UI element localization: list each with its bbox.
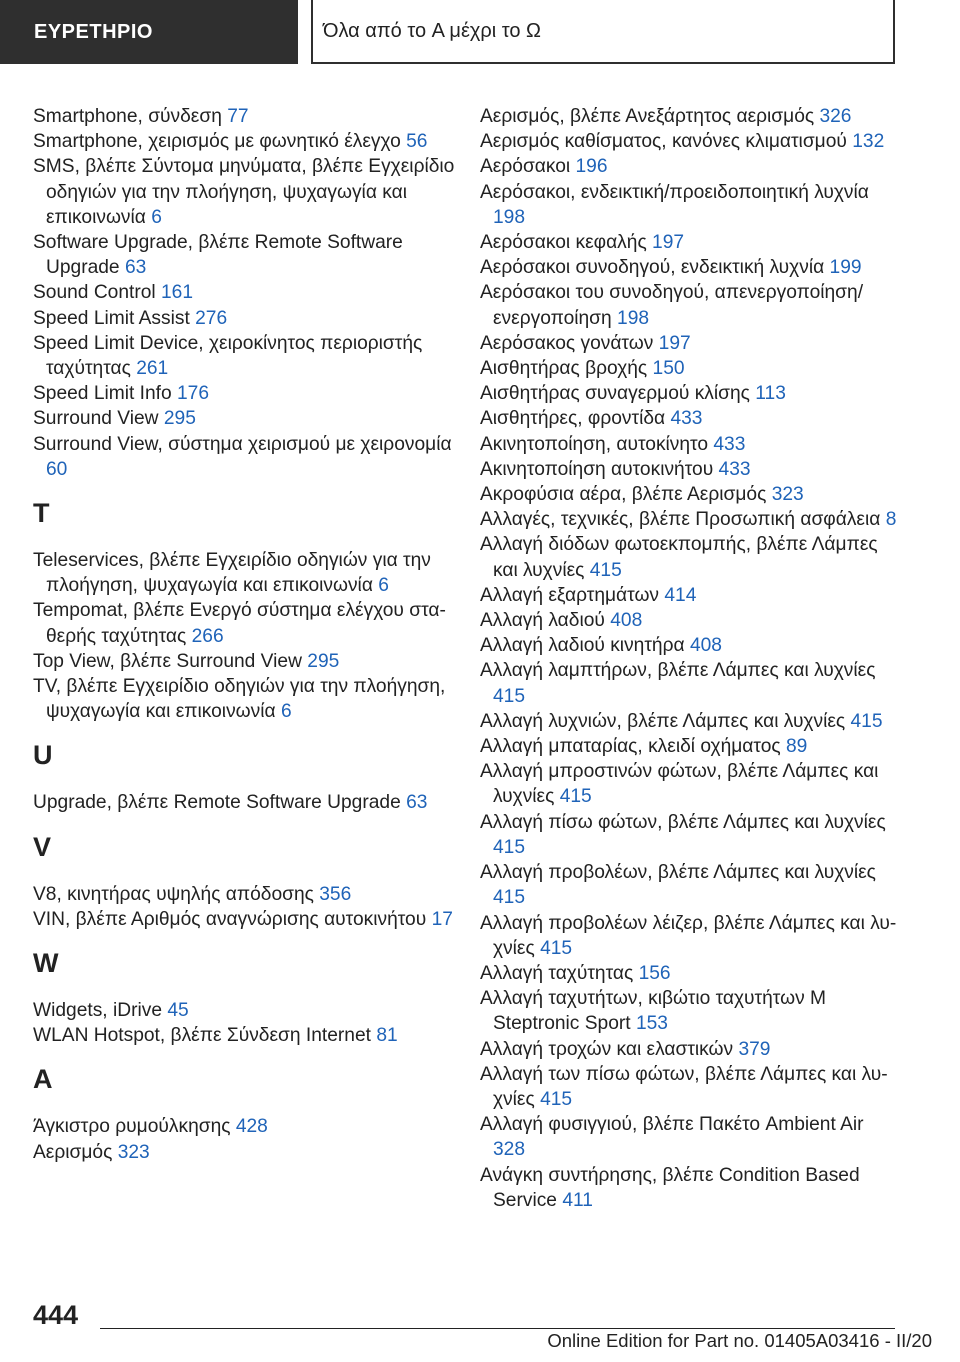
index-page-link[interactable]: 414	[664, 584, 697, 606]
index-entry-text: Software Upgrade, βλέπε Remote Software Upgrade	[33, 232, 403, 279]
index-entry	[33, 306, 458, 331]
index-entry	[480, 860, 900, 910]
index-page-link[interactable]: 408	[610, 610, 643, 632]
index-entry-text: Surround View	[33, 408, 159, 430]
index-entry-text: VIN, βλέπε Αριθμός αναγνώρισης αυτοκινήτου	[33, 908, 427, 930]
index-entry	[480, 608, 900, 633]
index-entry	[480, 432, 900, 457]
index-entry	[33, 154, 458, 230]
section-tab	[0, 0, 298, 64]
index-entry-text: Αλλαγή ταχυτήτων, κιβώτιο ταχυτήτων M Steptronic Sport	[480, 988, 827, 1035]
index-entry	[33, 104, 458, 129]
index-page-link[interactable]: 433	[670, 408, 703, 430]
index-entry-text: Αλλαγή μπαταρίας, κλειδί οχήματος	[480, 736, 781, 758]
index-page-link[interactable]: 415	[589, 559, 622, 581]
index-entry-text: SMS, βλέπε Σύντομα μηνύματα, βλέπε Εγχειρίδιο οδηγιών για την πλοήγηση, ψυχαγωγία και επικοινωνία	[33, 156, 455, 228]
index-page-link[interactable]: 415	[493, 836, 526, 858]
index-page-link[interactable]: 6	[280, 701, 292, 723]
index-entry	[480, 507, 900, 532]
index-entry	[33, 381, 458, 406]
index-page-link[interactable]: 433	[713, 433, 746, 455]
index-page-link[interactable]: 433	[718, 458, 751, 480]
index-entry	[480, 1037, 900, 1062]
index-page-link[interactable]: 415	[559, 786, 592, 808]
index-entry	[480, 734, 900, 759]
index-page-link[interactable]: 113	[755, 383, 786, 405]
index-entry	[33, 548, 458, 598]
index-letter-heading: U	[33, 740, 53, 771]
index-entry-text: Tempomat, βλέπε Ενεργό σύστημα ελέγχου σταθερής ταχύτητας	[33, 600, 446, 647]
index-page-link[interactable]: 17	[431, 908, 453, 930]
index-page-link[interactable]: 199	[829, 257, 862, 279]
index-entry-text: Teleservices, βλέπε Εγχειρίδιο οδηγιών για την πλοήγηση, ψυχαγωγία και επικοινωνία	[33, 550, 431, 597]
index-page-link[interactable]: 56	[406, 131, 428, 153]
index-entry-text: Αερόσακοι	[480, 156, 571, 178]
index-entry-text: Surround View, σύστημα χειρισμού με χειρονομία	[33, 433, 452, 455]
index-entry-text: Αλλαγή προβολέων λέιζερ, βλέπε Λάμπες και λυχνίες	[480, 912, 897, 959]
index-entry	[33, 406, 458, 431]
index-entry	[480, 280, 900, 330]
index-page-link[interactable]: 415	[493, 685, 526, 707]
index-page-link[interactable]: 63	[124, 257, 147, 279]
section-title: ΕΥΡΕΤΗΡΙΟ	[34, 20, 153, 43]
index-entry	[33, 432, 458, 482]
index-entry	[480, 104, 900, 129]
section-subtitle: Όλα από το A μέχρι το Ω	[323, 19, 541, 42]
index-entry	[480, 911, 900, 961]
index-page-link[interactable]: 295	[307, 650, 340, 672]
index-entry-text: Αισθητήρες, φροντίδα	[480, 408, 666, 430]
index-page-link[interactable]: 197	[658, 332, 691, 354]
index-page-link[interactable]: 428	[235, 1116, 268, 1138]
index-entry-text: WLAN Hotspot, βλέπε Σύνδεση Internet	[33, 1025, 371, 1047]
index-entry	[480, 759, 900, 809]
index-entry	[33, 280, 458, 305]
index-entry	[480, 633, 900, 658]
index-entry-text: Smartphone, σύνδεση	[33, 106, 222, 127]
index-page-link[interactable]: 295	[163, 408, 196, 430]
index-entry	[480, 180, 900, 230]
index-page-link[interactable]: 379	[738, 1038, 771, 1060]
index-entry	[480, 1163, 900, 1213]
index-letter-heading: V	[33, 831, 52, 862]
index-page-link[interactable]: 276	[195, 307, 228, 329]
index-entry-text: Αισθητήρας βροχής	[480, 358, 648, 380]
index-page-link[interactable]: 326	[819, 106, 852, 127]
index-page-link[interactable]: 415	[493, 887, 526, 909]
index-entry	[480, 986, 900, 1036]
index-entry	[480, 961, 900, 986]
index-page-link[interactable]: 196	[575, 156, 608, 178]
footer-divider	[100, 1328, 895, 1329]
index-entry-text: Ακροφύσια αέρα, βλέπε Αερισμός	[480, 484, 767, 506]
index-entry-text: Sound Control	[33, 282, 156, 304]
index-entry-text: Speed Limit Info	[33, 383, 172, 405]
index-entry	[480, 1112, 900, 1162]
index-page-link[interactable]: 60	[46, 458, 68, 480]
index-page-link[interactable]: 415	[540, 1088, 573, 1110]
index-entry-text: Upgrade, βλέπε Remote Software Upgrade	[33, 792, 401, 814]
index-page-link[interactable]: 415	[850, 710, 883, 732]
page-number: 444	[33, 1300, 79, 1330]
index-entry-text: Widgets, iDrive	[33, 1000, 163, 1022]
index-page-link[interactable]: 45	[167, 1000, 189, 1022]
index-entry	[480, 532, 900, 582]
index-entry-text: Speed Limit Assist	[33, 307, 190, 329]
index-entry-text: Αερόσακοι συνοδηγού, ενδεικτική λυχνία	[480, 257, 825, 279]
index-entry-text: Αερισμός καθίσματος, κανόνες κλιματισμού	[480, 131, 847, 153]
index-entry-text: Αλλαγή μπροστινών φώτων, βλέπε Λάμπες και λυχνίες	[480, 761, 879, 808]
index-entry	[33, 331, 458, 381]
index-page-link[interactable]: 415	[540, 937, 573, 959]
index-entry-text: Αλλαγή τροχών και ελαστικών	[480, 1038, 734, 1060]
index-page-link[interactable]: 198	[493, 206, 526, 228]
index-entry-text: Αλλαγή λαδιού κινητήρα	[480, 635, 685, 657]
index-entry-text: Top View, βλέπε Surround View	[33, 650, 302, 672]
index-page-link[interactable]: 156	[638, 962, 671, 984]
index-entry	[480, 255, 900, 280]
index-page-link[interactable]: 198	[617, 307, 650, 329]
index-entry-text: Speed Limit Device, χειροκίνητος περιοριστής ταχύτητας	[33, 332, 423, 380]
index-entry	[480, 810, 900, 860]
index-page-link[interactable]: 150	[652, 358, 685, 380]
index-page-link[interactable]: 323	[771, 484, 804, 506]
index-entry-text: Αλλαγή προβολέων, βλέπε Λάμπες και λυχνίες	[480, 862, 876, 884]
index-entry	[480, 331, 900, 356]
index-entry-text: Άγκιστρο ρυμούλκησης	[33, 1116, 231, 1138]
index-entry-text: Αερόσακοι του συνοδηγού, απενεργοποίηση/ ενεργοποίηση	[480, 282, 864, 329]
index-page-link[interactable]: 6	[378, 575, 389, 597]
index-page-link[interactable]: 132	[852, 131, 885, 153]
index-entry-text: Αερόσακος γονάτων	[480, 332, 654, 354]
index-letter-heading: T	[33, 498, 50, 529]
index-entry	[480, 129, 900, 154]
index-entry-text: Αλλαγή των πίσω φώτων, βλέπε Λάμπες και λυχνίες	[480, 1063, 888, 1110]
index-entry	[33, 882, 458, 907]
index-entry-text: TV, βλέπε Εγχειρίδιο οδηγιών για την πλοήγηση, ψυχαγωγία και επικοινωνία	[33, 676, 446, 723]
index-entry	[480, 1062, 900, 1112]
index-page-link[interactable]: 411	[562, 1189, 593, 1211]
index-entry-text: Ακινητοποίηση, αυτοκίνητο	[480, 433, 709, 455]
index-entry-text: V8, κινητήρας υψηλής απόδοσης	[33, 883, 314, 905]
index-column-right	[480, 104, 900, 1213]
index-entry	[33, 649, 458, 674]
index-page-link[interactable]: 161	[161, 282, 194, 304]
index-entry	[33, 230, 458, 280]
index-entry-text: Αλλαγή πίσω φώτων, βλέπε Λάμπες και λυχνίες	[480, 811, 886, 833]
footer-edition: Online Edition for Part no. 01405A03416 - II/20	[547, 1330, 932, 1351]
index-entry	[480, 709, 900, 734]
index-page-link[interactable]: 266	[191, 625, 224, 647]
index-entry	[480, 356, 900, 381]
index-page-link[interactable]: 8	[885, 509, 897, 531]
index-entry	[33, 998, 458, 1023]
index-entry-text: Αλλαγή εξαρτημάτων	[480, 584, 660, 606]
index-page-link[interactable]: 261	[136, 358, 169, 380]
index-entry	[33, 598, 458, 648]
index-entry	[33, 790, 458, 815]
index-entry-text: Αερισμός, βλέπε Ανεξάρτητος αερισμός	[480, 106, 815, 127]
index-letter-heading: Α	[33, 1064, 53, 1095]
index-entry-text: Αλλαγή λυχνιών, βλέπε Λάμπες και λυχνίες	[480, 710, 846, 732]
index-page-link[interactable]: 323	[117, 1141, 150, 1163]
index-entry-text: Αισθητήρας συναγερμού κλίσης	[480, 383, 750, 405]
index-letter-heading: W	[33, 948, 59, 979]
index-page-link[interactable]: 81	[376, 1025, 398, 1047]
index-entry	[480, 230, 900, 255]
index-entry	[480, 658, 900, 708]
index-page-link[interactable]: 328	[493, 1139, 526, 1161]
index-entry-text: Αλλαγή λαμπτήρων, βλέπε Λάμπες και λυχνίες	[480, 660, 876, 682]
section-subtitle-box	[311, 0, 895, 64]
index-entry-text: Αλλαγή διόδων φωτοεκπομπής, βλέπε Λάμπες και λυχνίες	[480, 534, 878, 581]
index-entry	[480, 406, 900, 431]
index-entry	[33, 674, 458, 724]
index-column-left	[33, 104, 458, 1165]
index-entry-text: Ακινητοποίηση αυτοκινήτου	[480, 458, 714, 480]
index-entry-text: Αλλαγές, τεχνικές, βλέπε Προσωπική ασφάλεια	[480, 509, 881, 531]
index-page-link[interactable]: 6	[151, 206, 162, 228]
index-entry-text: Αλλαγή ταχύτητας	[480, 962, 634, 984]
index-entry-text: Αερόσακοι, ενδεικτική/προειδοποιητική λυχνία	[480, 181, 869, 203]
index-entry	[480, 457, 900, 482]
index-entry	[33, 1140, 458, 1165]
index-page-link[interactable]: 176	[177, 383, 210, 405]
index-page-link[interactable]: 89	[785, 736, 808, 758]
index-entry	[480, 154, 900, 179]
index-entry-text: Αλλαγή φυσιγγιού, βλέπε Πακέτο Ambient Air	[480, 1114, 864, 1136]
index-entry-text: Αερισμός	[33, 1141, 113, 1163]
index-entry	[33, 907, 458, 932]
index-entry	[480, 482, 900, 507]
index-entry	[33, 1023, 458, 1048]
index-page-link[interactable]: 63	[406, 792, 428, 814]
index-entry	[33, 129, 458, 154]
index-entry-text: Αερόσακοι κεφαλής	[480, 232, 647, 254]
index-entry-text: Ανάγκη συντήρησης, βλέπε Condition Based Service	[480, 1164, 860, 1211]
index-entry-text: Αλλαγή λαδιού	[480, 610, 605, 632]
index-entry	[480, 583, 900, 608]
index-entry	[480, 381, 900, 406]
index-page-link[interactable]: 197	[652, 232, 685, 254]
index-page-link[interactable]: 153	[635, 1013, 668, 1035]
index-page-link[interactable]: 77	[227, 106, 249, 127]
index-page-link[interactable]: 356	[319, 883, 352, 905]
index-entry-text: Smartphone, χειρισμός με φωνητικό έλεγχο	[33, 131, 401, 153]
index-entry	[33, 1114, 458, 1139]
index-page-link[interactable]: 408	[689, 635, 722, 657]
